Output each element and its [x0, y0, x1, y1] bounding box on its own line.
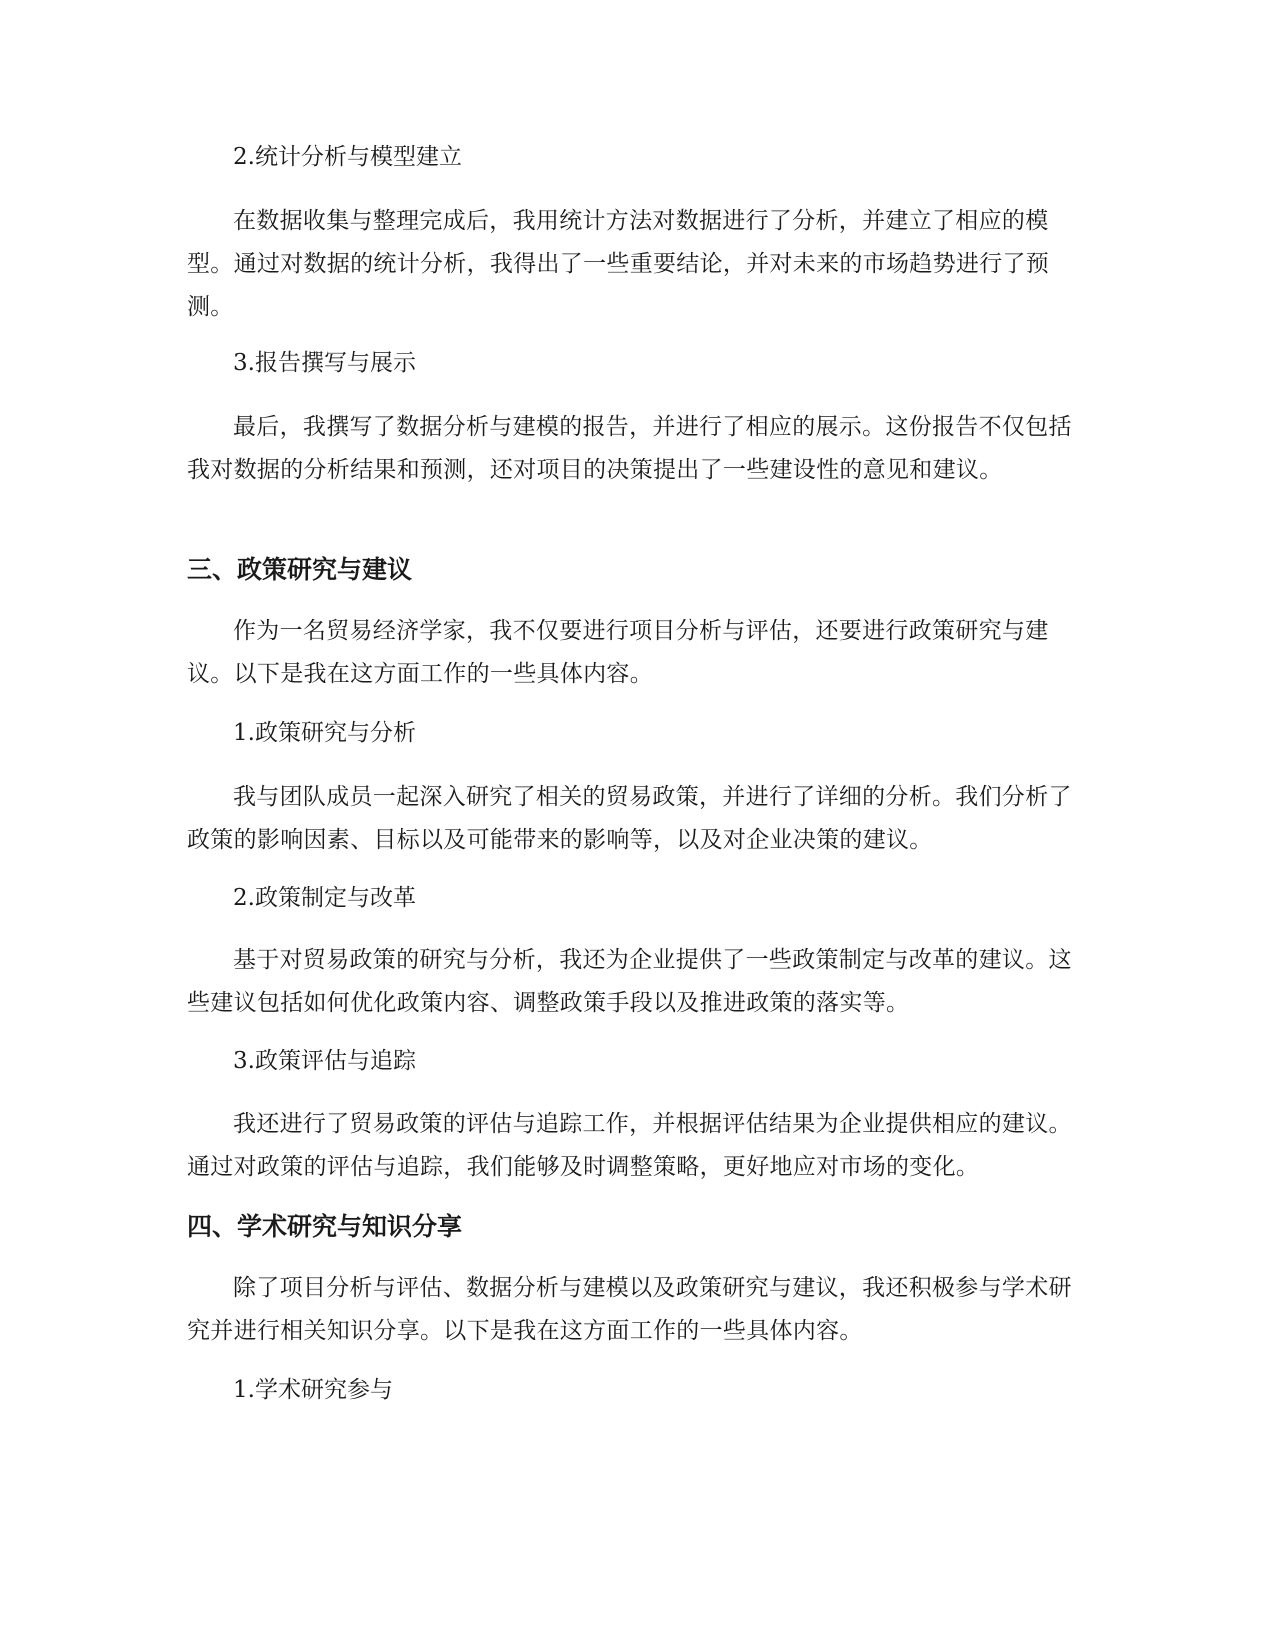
subsection-title	[187, 136, 1087, 179]
subsection-title	[187, 1040, 1087, 1083]
subsection-heading: 3.政策评估与追踪	[233, 1048, 416, 1074]
paragraph-text: 基于对贸易政策的研究与分析，我还为企业提供了一些政策制定与改革的建议。这些建议包括如何优化政策内容、调整政策手段以及推进政策的落实等。	[187, 947, 1072, 1016]
paragraph-text: 在数据收集与整理完成后，我用统计方法对数据进行了分析，并建立了相应的模型。通过对数据的统计分析，我得出了一些重要结论，并对未来的市场趋势进行了预测。	[187, 208, 1050, 320]
paragraph-text: 作为一名贸易经济学家，我不仅要进行项目分析与评估，还要进行政策研究与建议。以下是我在这方面工作的一些具体内容。	[187, 618, 1049, 687]
subsection-title	[187, 1369, 1087, 1412]
paragraph	[187, 610, 1087, 696]
section-title	[187, 1205, 1087, 1248]
section-heading: 四、学术研究与知识分享	[187, 1212, 463, 1241]
paragraph	[187, 1103, 1087, 1189]
paragraph	[187, 776, 1087, 862]
paragraph	[187, 939, 1087, 1025]
section-heading: 三、政策研究与建议	[187, 555, 413, 584]
paragraph-text: 我还进行了贸易政策的评估与追踪工作，并根据评估结果为企业提供相应的建议。通过对政策的评估与追踪，我们能够及时调整策略，更好地应对市场的变化。	[187, 1111, 1072, 1180]
paragraph-text: 最后，我撰写了数据分析与建模的报告，并进行了相应的展示。这份报告不仅包括我对数据的分析结果和预测，还对项目的决策提出了一些建设性的意见和建议。	[187, 414, 1072, 483]
subsection-title	[187, 342, 1087, 385]
subsection-heading: 2.统计分析与模型建立	[233, 144, 462, 170]
subsection-heading: 1.学术研究参与	[233, 1377, 393, 1403]
paragraph-text: 我与团队成员一起深入研究了相关的贸易政策，并进行了详细的分析。我们分析了政策的影响因素、目标以及可能带来的影响等，以及对企业决策的建议。	[187, 784, 1072, 853]
subsection-heading: 3.报告撰写与展示	[233, 350, 416, 376]
subsection-title	[187, 712, 1087, 755]
paragraph	[187, 200, 1087, 329]
subsection-heading: 1.政策研究与分析	[233, 720, 416, 746]
paragraph	[187, 406, 1087, 492]
section-title	[187, 548, 1087, 591]
subsection-heading: 2.政策制定与改革	[233, 885, 416, 911]
subsection-title	[187, 877, 1087, 920]
paragraph	[187, 1267, 1087, 1353]
paragraph-text: 除了项目分析与评估、数据分析与建模以及政策研究与建议，我还积极参与学术研究并进行相关知识分享。以下是我在这方面工作的一些具体内容。	[187, 1275, 1072, 1344]
